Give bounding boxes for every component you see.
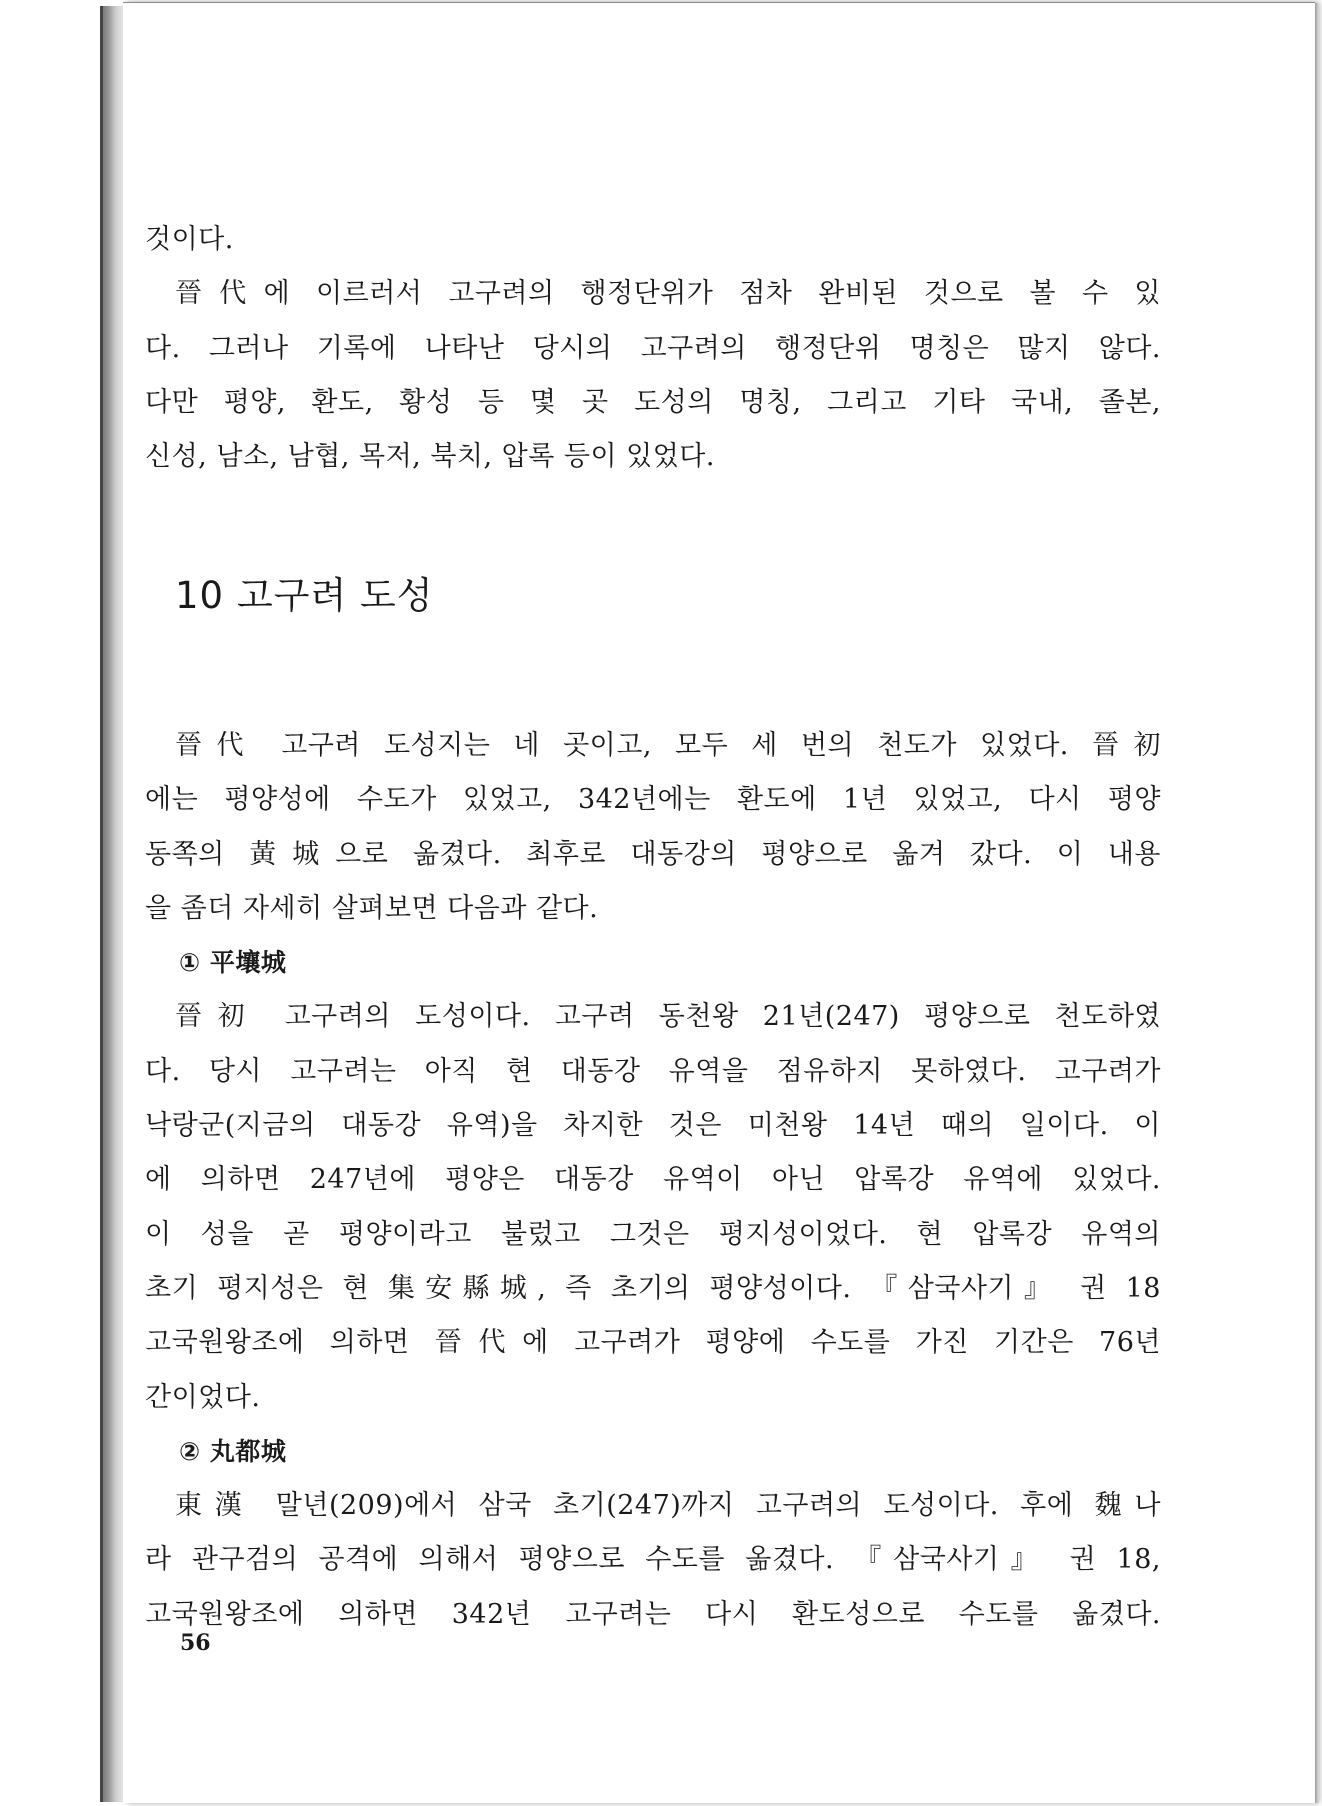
text-line: 다. 당시 고구려는 아직 현 대동강 유역을 점유하지 못하였다. 고구려가 xyxy=(145,1055,1161,1087)
text-line: 낙랑군(지금의 대동강 유역)을 차지한 것은 미천왕 14년 때의 일이다. 이 xyxy=(145,1110,1161,1142)
text-line: 晉代 고구려 도성지는 네 곳이고, 모두 세 번의 천도가 있었다. 晉初 xyxy=(175,730,1161,761)
text-line: 이 성을 곧 평양이라고 불렀고 그것은 평지성이었다. 현 압록강 유역의 xyxy=(145,1218,1161,1250)
text-line: 晉初 고구려의 도성이다. 고구려 동천왕 21년(247) 평양으로 천도하였 xyxy=(175,1001,1161,1033)
section-title: 고구려 도성 xyxy=(237,574,434,617)
text-line: 東漢 말년(209)에서 삼국 초기(247)까지 고구려의 도성이다. 후에 魏나 xyxy=(175,1490,1161,1522)
text-line: 것이다. xyxy=(145,224,234,255)
text-line: 고국원왕조에 의하면 342년 고구려는 다시 환도성으로 수도를 옮겼다. xyxy=(145,1598,1161,1630)
text-line: 초기 평지성은 현 集安縣城, 즉 초기의 평양성이다. 『삼국사기』 권 18 xyxy=(145,1272,1161,1304)
text-line: 을 좀더 자세히 살펴보면 다음과 같다. xyxy=(145,892,599,924)
text-line: 고국원왕조에 의하면 晉代에 고구려가 평양에 수도를 가진 기간은 76년 xyxy=(145,1327,1161,1359)
text-line: 다. 그러나 기록에 나타난 당시의 고구려의 행정단위 명칭은 많지 않다. xyxy=(145,332,1161,364)
text-line: 晉代에 이르러서 고구려의 행정단위가 점차 완비된 것으로 볼 수 있 xyxy=(175,278,1161,310)
section-heading xyxy=(175,565,433,619)
text-line: 간이었다. xyxy=(145,1381,261,1413)
text-line: 에는 평양성에 수도가 있었고, 342년에는 환도에 1년 있었고, 다시 평양 xyxy=(145,784,1161,816)
subsection-heading-pyongyang: ① 平壤城 xyxy=(179,948,287,978)
subsection-heading-hwando: ② 丸都城 xyxy=(179,1436,287,1466)
text-line: 다만 평양, 환도, 황성 등 몇 곳 도성의 명칭, 그리고 기타 국내, 졸본, xyxy=(145,386,1161,418)
section-body xyxy=(145,719,1161,1642)
text-line: 에 의하면 247년에 평양은 대동강 유역이 아닌 압록강 유역에 있었다. xyxy=(145,1164,1161,1196)
top-paragraph xyxy=(145,213,1161,484)
page-stack-edge xyxy=(103,6,123,1802)
page-number: 56 xyxy=(180,1630,211,1656)
section-number: 10 xyxy=(175,574,225,617)
text-line: 라 관구검의 공격에 의해서 평양으로 수도를 옮겼다. 『삼국사기』 권 18, xyxy=(145,1544,1161,1576)
text-line: 신성, 남소, 남협, 목저, 북치, 압록 등이 있었다. xyxy=(145,441,715,473)
text-line: 동쪽의 黃城으로 옮겼다. 최후로 대동강의 평양으로 옮겨 갔다. 이 내용 xyxy=(145,838,1161,870)
